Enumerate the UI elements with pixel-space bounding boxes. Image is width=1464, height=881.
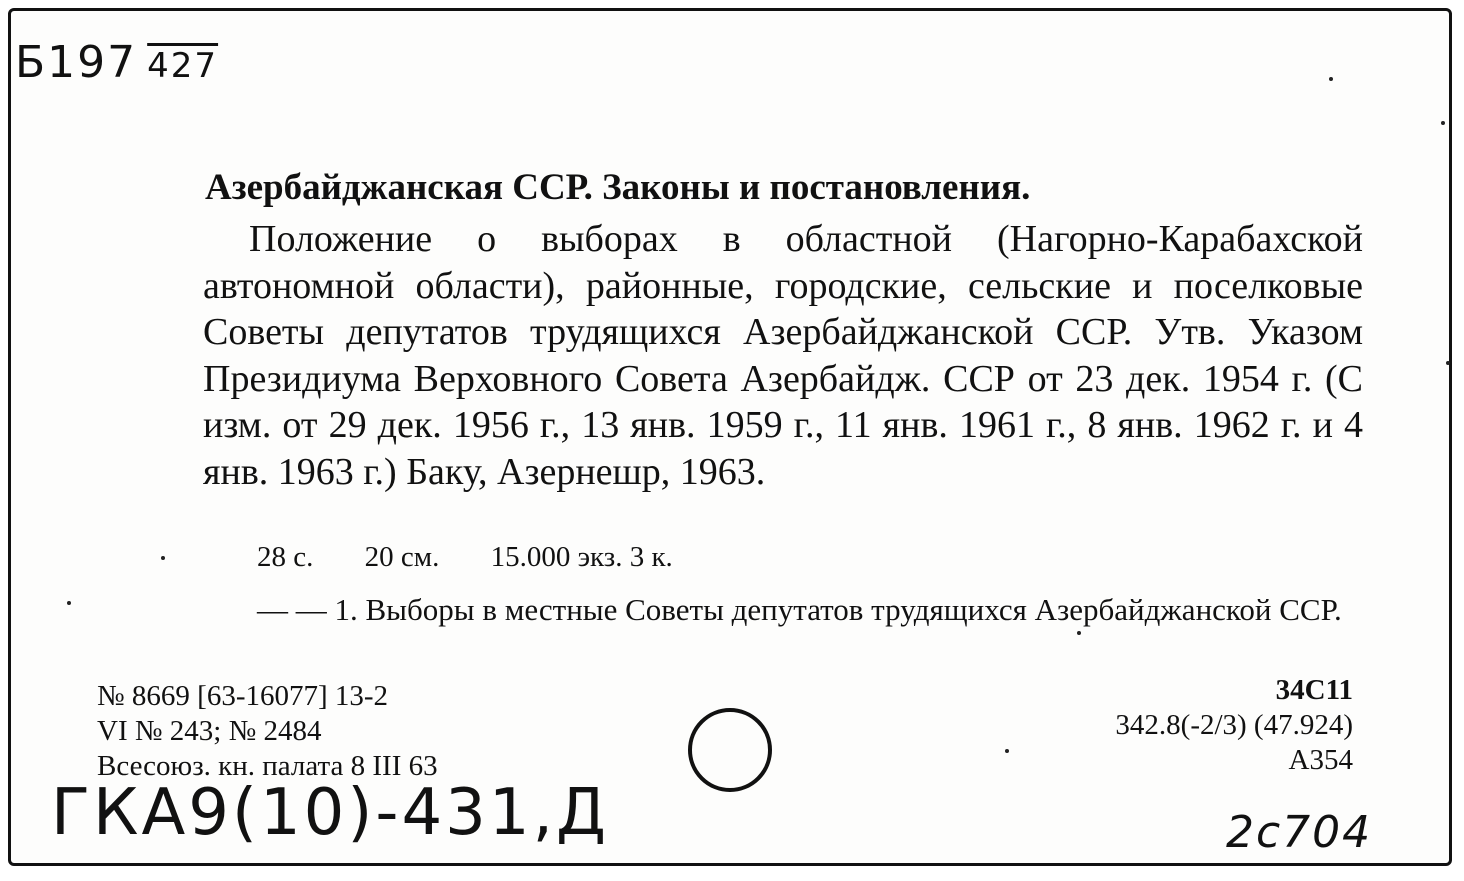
card-heading: Азербайджанская ССР. Законы и постановления. [205,167,1031,208]
print-speck [1077,631,1081,635]
registration-block [97,679,438,784]
classification-code-3: А354 [1288,744,1353,776]
physical-description [257,541,717,574]
registration-line-1: № 8669 [63-16077] 13-2 [97,680,389,712]
handwritten-inventory-code: ГКА9(10)-431,Д [51,776,609,850]
print-speck [1329,77,1333,81]
copies-price: 15.000 экз. 3 к. [490,541,673,573]
registration-line-3: Всесоюз. кн. палата 8 III 63 [97,750,438,782]
print-speck [1446,361,1450,365]
card-body-text: Положение о выборах в областной (Нагорно-Карабахской автономной области), районные, городские, сельские и поселковые Советы депутатов трудящихся Азербайджанской ССР. Утв. Указом Президиума Верховного Совета Азербайдж. ССР от 23 дек. 1954 г. (С изм. от 29 дек. 1956 г., 13 янв. 1959 г., 11 янв. 1961 г., 8 янв. 1962 г. и 4 янв. 1963 г.) Баку, Азернешр, 1963. [203,218,1363,493]
handwritten-shelfmark [15,37,219,88]
subject-heading [203,591,1363,629]
registration-line-2: VI № 243; № 2484 [97,715,322,747]
handwritten-number: 2с704 [1226,807,1373,858]
print-speck [67,601,71,605]
classification-code-2: 342.8(-2/3) (47.924) [1115,709,1353,741]
subject-text: — — 1. Выборы в местные Советы депутатов трудящихся Азербайджанской ССР. [257,592,1342,627]
shelfmark-sub: 427 [147,46,219,86]
print-speck [1005,749,1009,753]
classification-code-1: 34С11 [1275,674,1353,706]
book-size: 20 см. [364,541,440,573]
print-speck [161,556,165,560]
card-body [203,216,1363,495]
catalog-card [8,8,1452,866]
shelfmark-text: Б197 [15,37,138,88]
classification-block [1115,673,1353,778]
pages-count: 28 с. [257,541,314,573]
punch-hole [688,708,772,792]
print-speck [1441,121,1445,125]
